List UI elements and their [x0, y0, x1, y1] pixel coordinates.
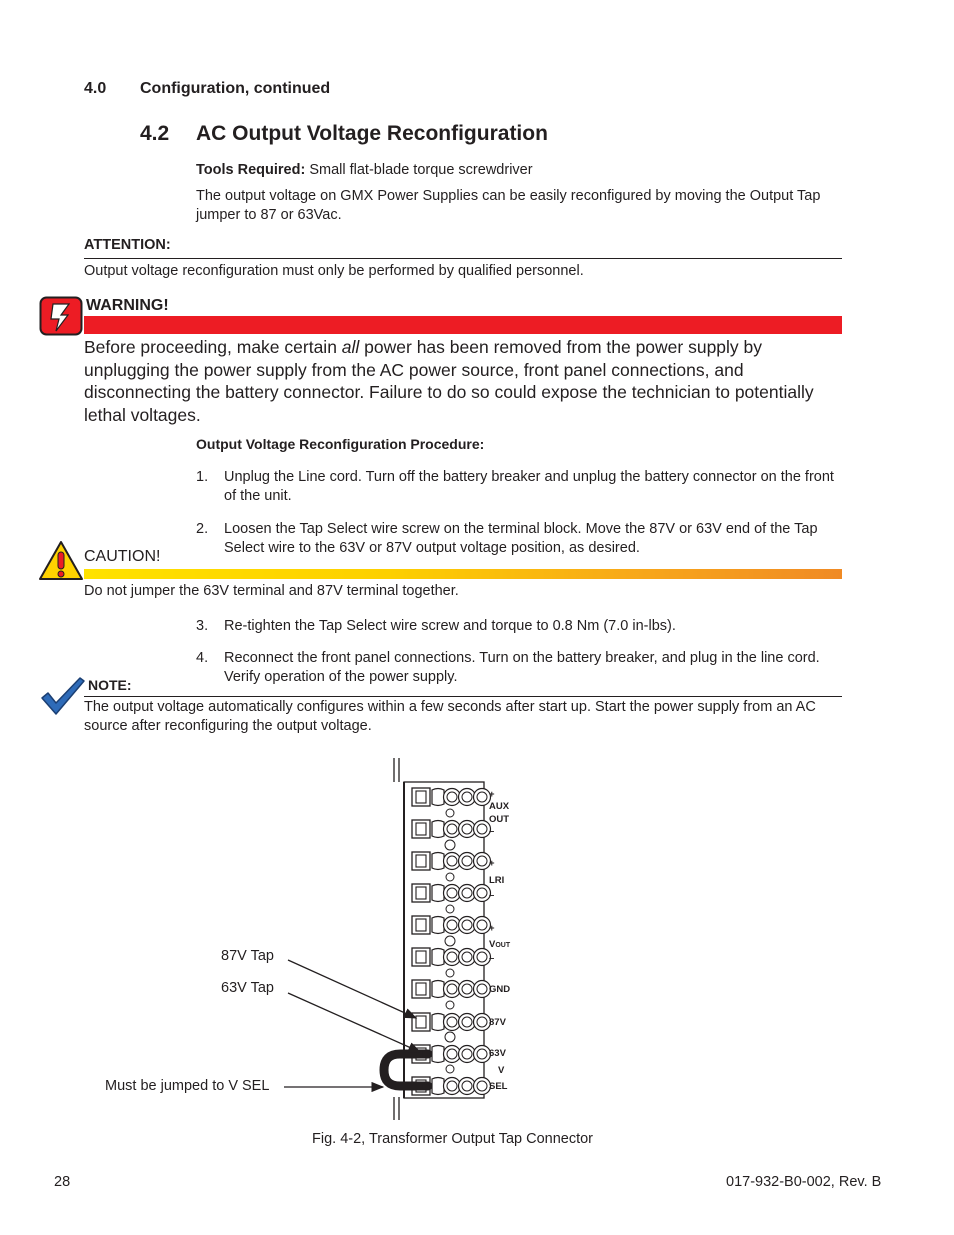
label-sel: SEL: [489, 1081, 508, 1092]
step-number: 4.: [196, 650, 209, 666]
label-plus: +: [489, 789, 495, 800]
terminal-1: [412, 788, 491, 806]
procedure-step: [196, 649, 846, 687]
section-header: [84, 80, 330, 98]
label-87v: 87V: [489, 1017, 506, 1028]
figure-caption: Fig. 4-2, Transformer Output Tap Connector: [312, 1131, 594, 1147]
tools-label: Tools Required:: [196, 162, 306, 178]
label-minus: –: [489, 953, 495, 964]
label-minus: –: [489, 890, 495, 901]
step-number: 1.: [196, 469, 209, 485]
caution-bar: [84, 569, 842, 579]
callout-63v-tap: 63V Tap: [221, 980, 274, 996]
step-text: Reconnect the front panel connections. Turn on the battery breaker, and plug in the line cord. Verify operation of the power supply.: [224, 650, 820, 685]
note-text: The output voltage automatically configures within a few seconds after start up. Start the power supply from an AC source after reconfiguring the output voltage.: [84, 699, 816, 734]
attention-title: ATTENTION:: [84, 237, 171, 253]
intro-paragraph: The output voltage on GMX Power Supplies can be easily reconfigured by moving the Output Tap jumper to 87 or 63Vac.: [196, 188, 821, 223]
terminal-3: [412, 852, 491, 870]
heading-number: 4.2: [140, 122, 170, 145]
step-text: Unplug the Line cord. Turn off the battery breaker and unplug the battery connector on the front of the unit.: [224, 469, 834, 504]
tools-value: Small flat-blade torque screwdriver: [305, 162, 533, 178]
label-aux: AUX: [489, 801, 510, 812]
terminal-7: [412, 980, 491, 998]
procedure-title: Output Voltage Reconfiguration Procedure:: [196, 436, 485, 452]
arrow-63v: [288, 993, 420, 1052]
terminal-5: [412, 916, 491, 934]
label-v-sel-v: V: [498, 1065, 505, 1076]
label-vout-v: V: [489, 939, 496, 950]
warning-text-before: Before proceeding, make certain: [84, 337, 342, 357]
page-number: 28: [54, 1174, 71, 1190]
label-vout-sub: OUT: [495, 942, 511, 949]
terminal-4: [412, 884, 491, 902]
checkmark-icon: [40, 676, 86, 716]
label-out: OUT: [489, 814, 510, 825]
terminal-6: [412, 948, 491, 966]
step-text: Loosen the Tap Select wire screw on the terminal block. Move the 87V or 63V end of the Tap Select wire to the 63V or 87V output voltage position, as desired.: [224, 521, 818, 556]
step-number: 2.: [196, 521, 209, 537]
heading-title: AC Output Voltage Reconfiguration: [196, 122, 548, 145]
arrow-87v: [288, 960, 416, 1018]
procedure-step: [196, 520, 846, 558]
page-title: [140, 122, 548, 146]
document-number: 017-932-B0-002, Rev. B: [726, 1174, 882, 1190]
callout-jumper: Must be jumped to V SEL: [105, 1078, 270, 1094]
label-gnd: GND: [489, 984, 511, 995]
electric-shock-warning-icon: [39, 296, 83, 336]
warning-title: WARNING!: [86, 297, 169, 314]
section-number: 4.0: [84, 80, 107, 97]
tools-required: [196, 161, 533, 180]
step-text: Re-tighten the Tap Select wire screw and torque to 0.8 Nm (7.0 in-lbs).: [224, 618, 676, 634]
terminal-block-diagram: [0, 740, 954, 1130]
step-number: 3.: [196, 618, 209, 634]
note-divider: [84, 696, 842, 697]
warning-text-emphasis: all: [341, 337, 360, 357]
label-plus: +: [489, 858, 495, 869]
label-plus: +: [489, 923, 495, 934]
callout-87v-tap: 87V Tap: [221, 948, 274, 964]
warning-text-after: power has been removed from the power supply by unplugging the power supply from the AC power source, front panel connections, and disconnecting the battery connector. Failure to do so could expose the technician to potentially lethal voltages.: [84, 337, 814, 425]
label-63v: 63V: [489, 1048, 506, 1059]
section-title: Configuration, continued: [140, 80, 331, 97]
caution-exclamation-icon: [38, 540, 84, 582]
procedure-step: [196, 468, 846, 506]
warning-text: [84, 336, 844, 426]
attention-text: Output voltage reconfiguration must only be performed by qualified personnel.: [84, 263, 584, 279]
caution-title: CAUTION!: [84, 548, 161, 565]
terminal-2: [412, 820, 491, 838]
label-lri: LRI: [489, 875, 505, 886]
label-vout: [489, 939, 511, 950]
procedure-step: [196, 617, 846, 636]
caution-text: Do not jumper the 63V terminal and 87V terminal together.: [84, 583, 459, 599]
attention-divider: [84, 258, 842, 259]
terminal-8: [412, 1013, 491, 1031]
warning-bar: [84, 316, 842, 334]
note-title: NOTE:: [88, 677, 132, 693]
label-minus: –: [489, 826, 495, 837]
